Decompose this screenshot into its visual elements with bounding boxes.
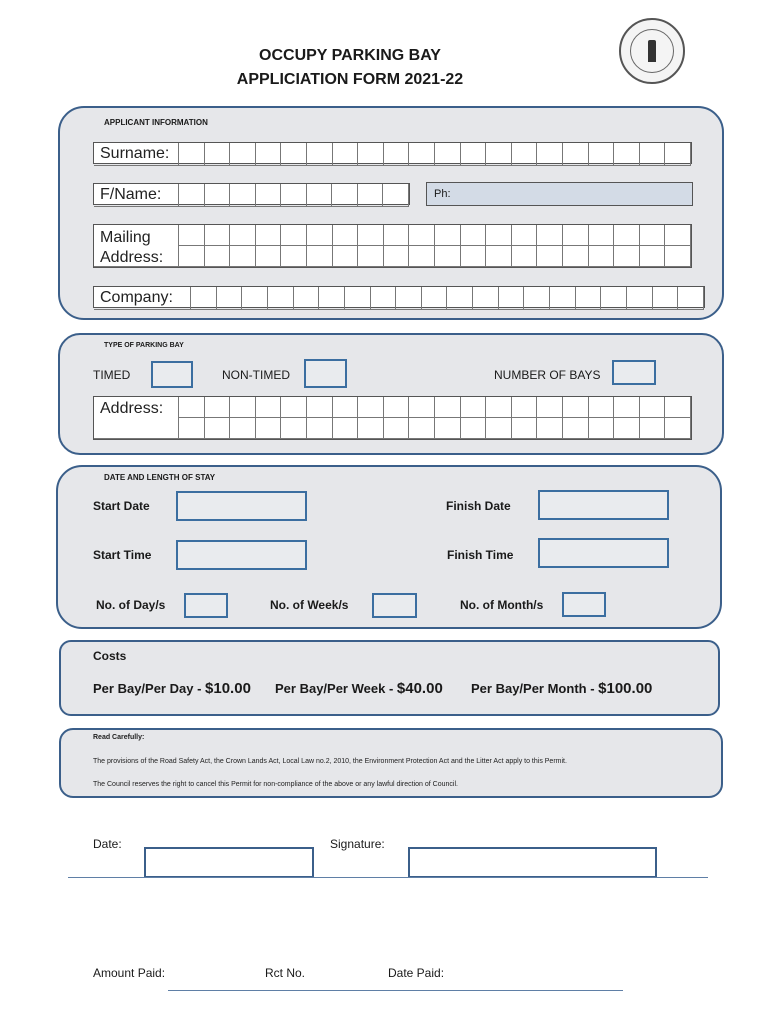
notice-heading: Read Carefully: [93, 734, 145, 741]
amount-paid-label: Amount Paid: [93, 966, 166, 980]
number-of-bays-label: NUMBER OF BAYS [494, 368, 601, 382]
signoff-divider [68, 877, 708, 878]
per-week-amount: $40.00 [396, 680, 443, 697]
council-seal-logo [619, 18, 685, 84]
start-date-label: Start Date [93, 499, 150, 513]
notice-line-2: The Council reserves the right to cancel this Permit for non-compliance of the above or any lawful direction of Council. [93, 781, 458, 788]
per-week-cost [275, 680, 443, 697]
stay-section-title: DATE AND LENGTH OF STAY [104, 473, 216, 482]
date-paid-label: Date Paid: [388, 966, 445, 980]
start-time-input[interactable] [176, 540, 307, 570]
first-name-label: F/Name: [94, 184, 179, 207]
per-month-cost [471, 680, 652, 697]
finish-date-input[interactable] [538, 490, 669, 520]
mailing-address-field[interactable] [93, 224, 692, 268]
per-month-amount: $100.00 [598, 680, 653, 697]
applicant-section-title: APPLICANT INFORMATION [104, 118, 208, 127]
date-input[interactable] [144, 847, 314, 878]
date-label: Date: [93, 837, 122, 851]
parking-address-label: Address: [94, 397, 179, 439]
months-label: No. of Month/s [460, 598, 544, 612]
weeks-label: No. of Week/s [270, 598, 349, 612]
timed-label: TIMED [93, 368, 131, 382]
months-input[interactable] [562, 592, 606, 617]
form-title-line-1: OCCUPY PARKING BAY [259, 47, 441, 64]
costs-section-title: Costs [93, 649, 127, 663]
timed-checkbox[interactable] [151, 361, 193, 388]
mailing-label-line1: Mailing [100, 229, 151, 246]
notice-line-1: The provisions of the Road Safety Act, the Crown Lands Act, Local Law no.2, 2010, the Environment Protection Act and the Litter Act apply to this Permit. [93, 758, 567, 765]
parking-section-title: TYPE OF PARKING BAY [104, 342, 184, 349]
per-day-label: Per Bay/Per Day - [93, 681, 202, 696]
non-timed-label: NON-TIMED [222, 368, 290, 382]
finish-time-label: Finish Time [447, 548, 514, 562]
per-day-cost [93, 680, 251, 697]
per-day-amount: $10.00 [205, 680, 251, 697]
lighthouse-icon [648, 40, 656, 62]
signature-input[interactable] [408, 847, 657, 878]
first-name-field[interactable] [93, 183, 410, 205]
form-title-line-2: APPLICIATION FORM 2021-22 [236, 71, 464, 88]
office-use-line [168, 990, 623, 991]
number-of-bays-input[interactable] [612, 360, 656, 385]
days-label: No. of Day/s [96, 598, 166, 612]
receipt-number-label: Rct No. [265, 966, 306, 980]
non-timed-checkbox[interactable] [304, 359, 347, 388]
mailing-label-line2: Address: [100, 249, 164, 266]
phone-field[interactable] [426, 182, 693, 206]
surname-label: Surname: [94, 143, 179, 166]
company-field[interactable] [93, 286, 705, 308]
phone-label: Ph: [434, 188, 451, 200]
company-label: Company: [94, 287, 191, 310]
per-month-label: Per Bay/Per Month - [471, 681, 595, 696]
surname-field[interactable] [93, 142, 692, 164]
signature-label: Signature: [330, 837, 385, 851]
finish-date-label: Finish Date [446, 499, 511, 513]
start-time-label: Start Time [93, 548, 152, 562]
mailing-address-label [94, 225, 179, 267]
parking-address-field[interactable] [93, 396, 692, 440]
weeks-input[interactable] [372, 593, 417, 618]
start-date-input[interactable] [176, 491, 307, 521]
finish-time-input[interactable] [538, 538, 669, 568]
days-input[interactable] [184, 593, 228, 618]
per-week-label: Per Bay/Per Week - [275, 681, 394, 696]
costs-panel [59, 640, 720, 716]
